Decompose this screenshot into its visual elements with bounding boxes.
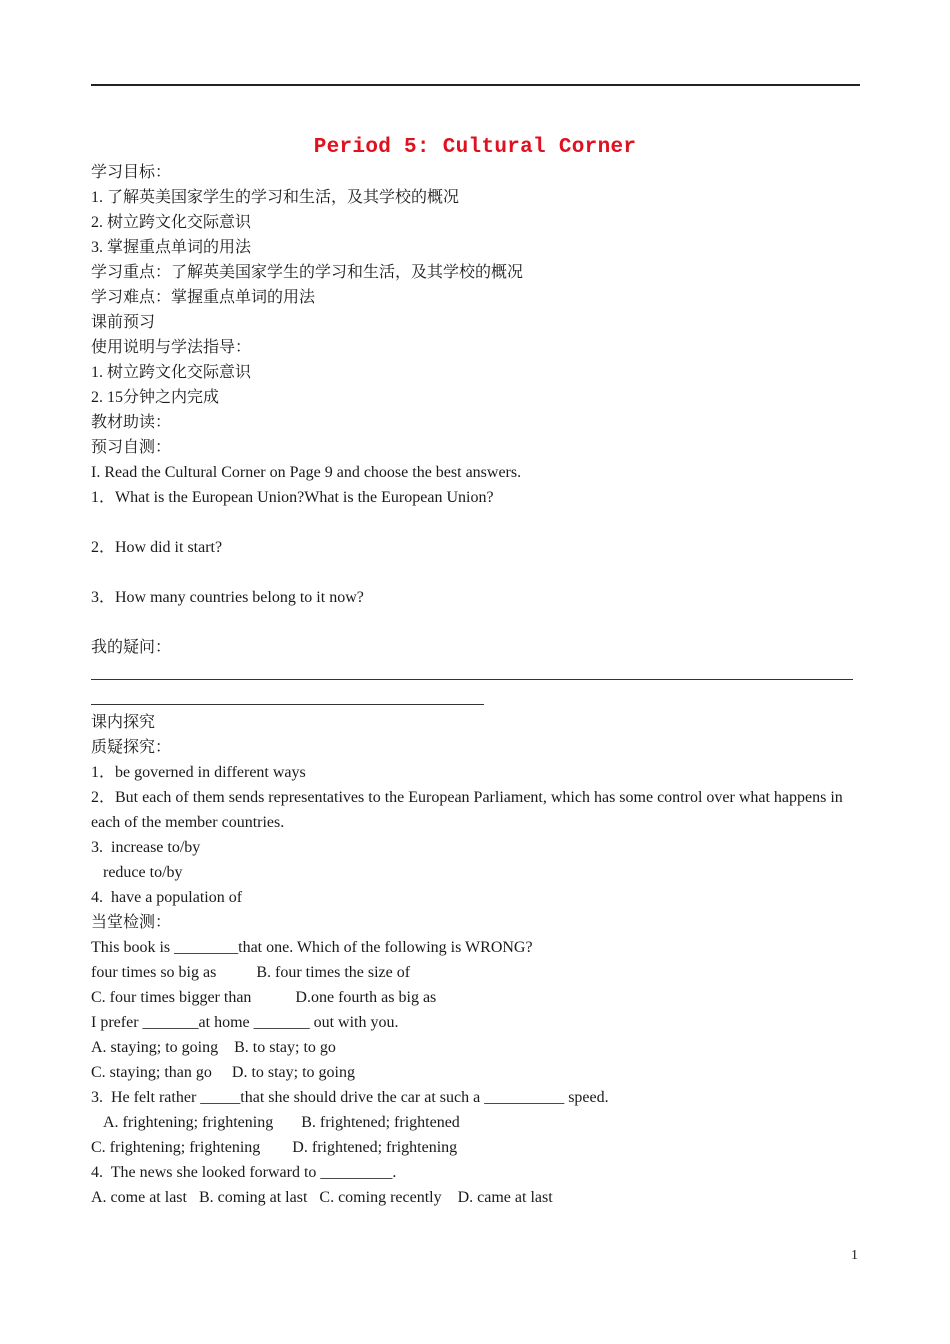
inquiry-item: 4. have a population of: [91, 889, 243, 906]
check-question: 3. He felt rather _____that she should drive the car at such a __________ speed.: [91, 1089, 609, 1106]
check-options: A. come at last B. coming at last C. coming recently D. came at last: [91, 1189, 553, 1206]
answer-line: [91, 685, 861, 710]
self-test-instruction: I. Read the Cultural Corner on Page 9 and choose the best answers.: [91, 464, 522, 481]
objective-item: 1. 了解英美国家学生的学习和生活，及其学校的概况: [91, 189, 460, 206]
preview-question: 3．How many countries belong to it now?: [91, 589, 364, 606]
check-options: A. frightening; frightening B. frightened; frightened: [103, 1114, 460, 1131]
check-options: C. four times bigger than D.one fourth as big as: [91, 989, 437, 1006]
preview-heading: 课前预习: [91, 314, 156, 331]
guide-item: 1. 树立跨文化交际意识: [91, 364, 252, 381]
header-rule: [91, 84, 860, 86]
preview-question: 1．What is the European Union?What is the European Union?: [91, 489, 494, 506]
check-heading: 当堂检测：: [91, 914, 172, 931]
objective-item: 2. 树立跨文化交际意识: [91, 214, 252, 231]
answer-space: [91, 510, 861, 535]
objectives-heading: 学习目标：: [91, 164, 172, 181]
guide-item: 2. 15分钟之内完成: [91, 389, 220, 406]
check-question: 4. The news she looked forward to _________.: [91, 1164, 397, 1181]
self-test-heading: 预习自测：: [91, 439, 172, 456]
document-body: [91, 160, 861, 1210]
answer-space: [91, 610, 861, 635]
check-options: C. staying; than go D. to stay; to going: [91, 1064, 355, 1081]
key-point: 学习重点：了解英美国家学生的学习和生活，及其学校的概况: [91, 264, 524, 281]
preview-question: 2．How did it start?: [91, 539, 223, 556]
answer-line: [91, 660, 861, 685]
textbook-help-heading: 教材助读：: [91, 414, 172, 431]
inquiry-item: reduce to/by: [103, 864, 183, 881]
objective-item: 3. 掌握重点单词的用法: [91, 239, 252, 256]
inquiry-item: 1．be governed in different ways: [91, 764, 306, 781]
check-question: I prefer _______at home _______ out with you.: [91, 1014, 399, 1031]
check-options: four times so big as B. four times the size of: [91, 964, 411, 981]
explore-heading: 课内探究: [91, 714, 156, 731]
difficult-point: 学习难点：掌握重点单词的用法: [91, 289, 316, 306]
my-questions-heading: 我的疑问：: [91, 639, 172, 656]
page-number: 1: [851, 1248, 858, 1263]
page-title: Period 5: Cultural Corner: [313, 136, 637, 159]
answer-space: [91, 560, 861, 585]
check-question: This book is ________that one. Which of the following is WRONG?: [91, 939, 533, 956]
inquiry-item: 2．But each of them sends representatives to the European Parliament, which has some control over what happens in each of the member countries.: [91, 789, 843, 831]
check-options: C. frightening; frightening D. frightened; frightening: [91, 1139, 458, 1156]
inquiry-heading: 质疑探究：: [91, 739, 172, 756]
guide-heading: 使用说明与学法指导：: [91, 339, 252, 356]
inquiry-item: 3. increase to/by: [91, 839, 201, 856]
check-options: A. staying; to going B. to stay; to go: [91, 1039, 336, 1056]
